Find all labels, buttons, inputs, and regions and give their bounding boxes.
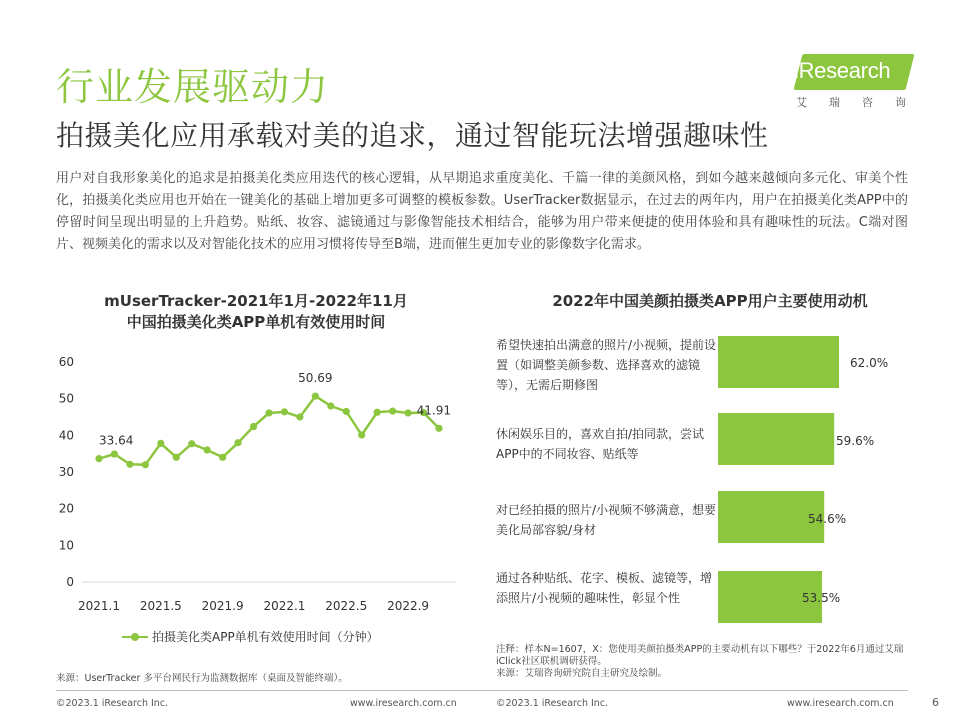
page-number: 6 xyxy=(932,696,939,709)
logo-cn-char: 咨 xyxy=(862,96,873,109)
bar-category-label: 对已经拍摄的照片/小视频不够满意，想要美化局部容貌/身材 xyxy=(496,503,717,537)
data-label: 33.64 xyxy=(99,433,134,448)
y-tick-label: 20 xyxy=(58,501,74,516)
footer-copyright-left: ©2023.1 iResearch Inc. xyxy=(56,698,169,709)
right-note xyxy=(496,644,906,680)
logo-text: iResearch xyxy=(794,58,891,83)
footer-url-right: www.iresearch.com.cn xyxy=(787,698,894,709)
data-point xyxy=(142,461,149,468)
logo-cn-char: 询 xyxy=(895,96,906,109)
data-point xyxy=(374,409,381,416)
right-source: 来源：艾瑞咨询研究院自主研究及绘制。 xyxy=(496,668,668,679)
data-point xyxy=(111,450,118,457)
data-point xyxy=(389,408,396,415)
data-point xyxy=(435,425,442,432)
data-point xyxy=(188,440,195,447)
line-chart-title-line1: mUserTracker-2021年1月-2022年11月 xyxy=(104,292,408,310)
x-tick-label: 2022.1 xyxy=(263,599,306,613)
data-point xyxy=(327,402,334,409)
y-tick-label: 30 xyxy=(58,465,74,479)
bar-value-label: 54.6% xyxy=(808,512,847,526)
legend-line-marker xyxy=(122,636,148,638)
data-point xyxy=(312,393,319,400)
data-point xyxy=(95,455,102,462)
x-tick-label: 2021.5 xyxy=(139,599,182,613)
series-line xyxy=(99,396,439,465)
data-point xyxy=(296,413,303,420)
note-text: 注释：样本N=1607，X：您使用美颜拍摄类APP的主要动机有以下哪些？于2022年6月通过艾瑞iClick社区联机调研获得。 xyxy=(496,644,904,667)
bar xyxy=(718,336,839,388)
data-point xyxy=(126,461,133,468)
bar-category-label: 希望快速拍出满意的照片/小视频，提前设置（如调整美颜参数、选择喜欢的滤镜等），无需后期修图 xyxy=(496,338,717,392)
legend-dot-marker xyxy=(131,633,139,641)
data-point xyxy=(358,431,365,438)
bar-category-label: 休闲娱乐目的，喜欢自拍/拍同款，尝试APP中的不同妆容、贴纸等 xyxy=(496,427,705,461)
data-label: 41.91 xyxy=(416,403,451,418)
bar-value-label: 53.5% xyxy=(802,591,841,605)
y-tick-label: 50 xyxy=(58,391,74,406)
iresearch-logo xyxy=(790,54,912,108)
data-point xyxy=(219,454,226,461)
data-point xyxy=(343,408,350,415)
x-tick-label: 2022.5 xyxy=(325,599,368,613)
footer-url-left: www.iresearch.com.cn xyxy=(350,698,457,709)
data-point xyxy=(234,439,241,446)
line-chart-title xyxy=(56,291,456,333)
data-point xyxy=(250,423,257,430)
logo-cn-char: 瑞 xyxy=(829,96,840,109)
legend-label: 拍摄美化类APP单机有效使用时间（分钟） xyxy=(152,630,379,644)
logo-cn-text xyxy=(796,94,908,110)
data-label: 50.69 xyxy=(298,371,333,386)
page-subtitle: 拍摄美化应用承载对美的追求，通过智能玩法增强趣味性 xyxy=(56,119,769,152)
footer-copyright-right: ©2023.1 iResearch Inc. xyxy=(496,698,609,709)
y-tick-label: 60 xyxy=(58,355,74,369)
bar-value-label: 62.0% xyxy=(850,356,889,370)
bar-value-label: 59.6% xyxy=(836,434,875,448)
data-point xyxy=(204,446,211,453)
bar xyxy=(718,413,834,465)
page-title: 行业发展驱动力 xyxy=(56,65,330,109)
data-point xyxy=(157,440,164,447)
line-chart xyxy=(0,340,480,620)
y-tick-label: 40 xyxy=(58,428,74,443)
left-source: 来源：UserTracker 多平台网民行为监测数据库（桌面及智能终端）。 xyxy=(56,673,348,684)
x-tick-label: 2021.9 xyxy=(201,599,244,613)
line-chart-title-line2: 中国拍摄美化类APP单机有效使用时间 xyxy=(126,313,386,331)
bar-category-label: 通过各种贴纸、花字、模板、滤镜等，增添照片/小视频的趣味性，彰显个性 xyxy=(496,571,713,605)
data-point xyxy=(265,409,272,416)
logo-cn-char: 艾 xyxy=(796,96,807,109)
intro-paragraph: 用户对自我形象美化的追求是拍摄美化类应用迭代的核心逻辑，从早期追求重度美化、千篇一律的美颜风格，到如今越来越倾向多元化、审美个性化，拍摄美化类应用也开始在一键美化的基础上增加更多可调整的模板参数。UserTracker数据显示，在过去的两年内，用户在拍摄美化类APP中的停留时间呈现出明显的上升趋势。贴纸、妆容、滤镜通过与影像智能技术相结合，能够为用户带来便捷的使用体验和具有趣味性的玩法。C端对图片、视频美化的需求以及对智能化技术的应用习惯将传导至B端，进而催生更加专业的影像数字化需求。 xyxy=(56,171,908,252)
y-tick-label: 0 xyxy=(66,575,74,589)
x-tick-label: 2022.9 xyxy=(387,599,430,613)
data-point xyxy=(281,408,288,415)
data-point xyxy=(404,409,411,416)
bar-chart-title: 2022年中国美颜拍摄类APP用户主要使用动机 xyxy=(552,292,868,310)
line-chart-legend xyxy=(122,628,379,645)
x-tick-label: 2021.1 xyxy=(78,599,120,613)
footer-divider xyxy=(56,690,908,691)
data-point xyxy=(173,454,180,461)
y-tick-label: 10 xyxy=(58,538,74,553)
